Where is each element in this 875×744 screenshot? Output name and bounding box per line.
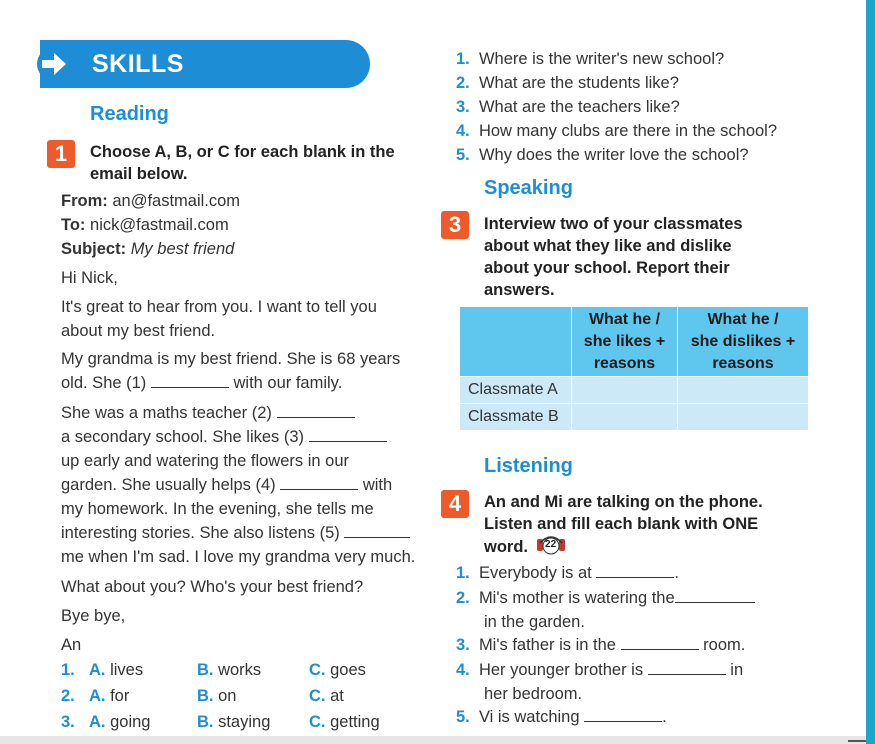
exercise-3-instruction: Interview two of your classmates about what they like and dislike about your school. Report their answers. (484, 215, 743, 299)
exercise-1-instruction: Choose A, B, or C for each blank in the email below. (90, 143, 395, 183)
question-item: 5. Why does the writer love the school? (456, 146, 749, 164)
audio-track-icon[interactable]: 22 (537, 535, 565, 555)
table-row-label: Classmate B (460, 404, 572, 431)
table-corner (460, 307, 572, 377)
email-greeting: Hi Nick, (61, 269, 118, 287)
exercise-4-badge: 4 (441, 490, 469, 518)
listening-item-2: 2. Mi's mother is watering the in the garden. (456, 586, 755, 634)
option-2a[interactable]: A. for (89, 687, 130, 705)
option-3c[interactable]: C. getting (309, 713, 380, 731)
email-to: To: nick@fastmail.com (61, 216, 229, 234)
right-edge-bar (866, 0, 875, 744)
table-cell[interactable] (572, 377, 678, 404)
listening-title: Listening (484, 455, 573, 477)
email-paragraph-4: What about you? Who's your best friend? (61, 578, 364, 596)
table-header-dislikes: What he / she dislikes + reasons (678, 307, 809, 377)
skills-banner (40, 40, 370, 88)
blank-5[interactable] (344, 523, 410, 538)
email-paragraph-1: It's great to hear from you. I want to tell you about my best friend. (61, 298, 377, 340)
email-paragraph-2: My grandma is my best friend. She is 68 years old. She (1) with our family. (61, 350, 401, 392)
listening-blank-3[interactable] (621, 635, 699, 650)
speaking-table (459, 306, 809, 431)
speaking-title: Speaking (484, 177, 573, 199)
skills-arrow-icon (36, 46, 72, 82)
blank-1[interactable] (151, 373, 229, 388)
blank-2[interactable] (277, 403, 355, 418)
listening-blank-1[interactable] (596, 563, 674, 578)
option-1c[interactable]: C. goes (309, 661, 366, 679)
bottom-scroll-area (0, 736, 866, 744)
reading-title: Reading (90, 103, 169, 125)
table-row-label: Classmate A (460, 377, 572, 404)
listening-blank-2[interactable] (675, 588, 755, 603)
email-signature: An (61, 636, 82, 654)
email-subject: Subject: My best friend (61, 240, 235, 258)
option-1b[interactable]: B. works (197, 661, 262, 679)
listening-item-1: 1. Everybody is at . (456, 564, 679, 582)
table-cell[interactable] (678, 404, 809, 431)
blank-4[interactable] (280, 475, 358, 490)
table-header-likes: What he / she likes + reasons (572, 307, 678, 377)
question-item: 3. What are the teachers like? (456, 98, 680, 116)
option-row-1: 1. A. lives B. works C. goes (61, 658, 75, 682)
table-cell[interactable] (572, 404, 678, 431)
listening-blank-4[interactable] (648, 660, 726, 675)
option-1a[interactable]: A. lives (89, 661, 144, 679)
table-cell[interactable] (678, 377, 809, 404)
question-item: 2. What are the students like? (456, 74, 679, 92)
option-2c[interactable]: C. at (309, 687, 344, 705)
option-row-3: 3. A. going B. staying C. getting (61, 710, 75, 734)
blank-3[interactable] (309, 427, 387, 442)
skills-title: SKILLS (92, 50, 184, 78)
question-item: 1. Where is the writer's new school? (456, 50, 725, 68)
listening-blank-5[interactable] (584, 707, 662, 722)
email-from: From: an@fastmail.com (61, 192, 241, 210)
question-item: 4. How many clubs are there in the school? (456, 122, 778, 140)
exercise-1-badge: 1 (47, 140, 75, 168)
listening-item-5: 5. Vi is watching . (456, 708, 667, 726)
exercise-3-badge: 3 (441, 211, 469, 239)
option-2b[interactable]: B. on (197, 687, 237, 705)
option-3b[interactable]: B. staying (197, 713, 271, 731)
bottom-mark (848, 740, 866, 742)
listening-item-3: 3. Mi's father is in the room. (456, 636, 746, 654)
email-closing: Bye bye, (61, 607, 126, 625)
email-paragraph-3: She was a maths teacher (2) a secondary school. She likes (3) up early and watering the flowers in our garden. She usually helps (4) with my homework. In the evening, she tells me interesting stories. She also listens (5) me when I'm sad. I love my grandma very much. (61, 404, 416, 566)
listening-item-4: 4. Her younger brother is in her bedroom. (456, 661, 744, 703)
exercise-4-instruction: An and Mi are talking on the phone. Listen and fill each blank with ONE word. 22 (484, 493, 763, 556)
option-3a[interactable]: A. going (89, 713, 151, 731)
option-row-2: 2. A. for B. on C. at (61, 684, 75, 708)
question-list (456, 47, 777, 167)
